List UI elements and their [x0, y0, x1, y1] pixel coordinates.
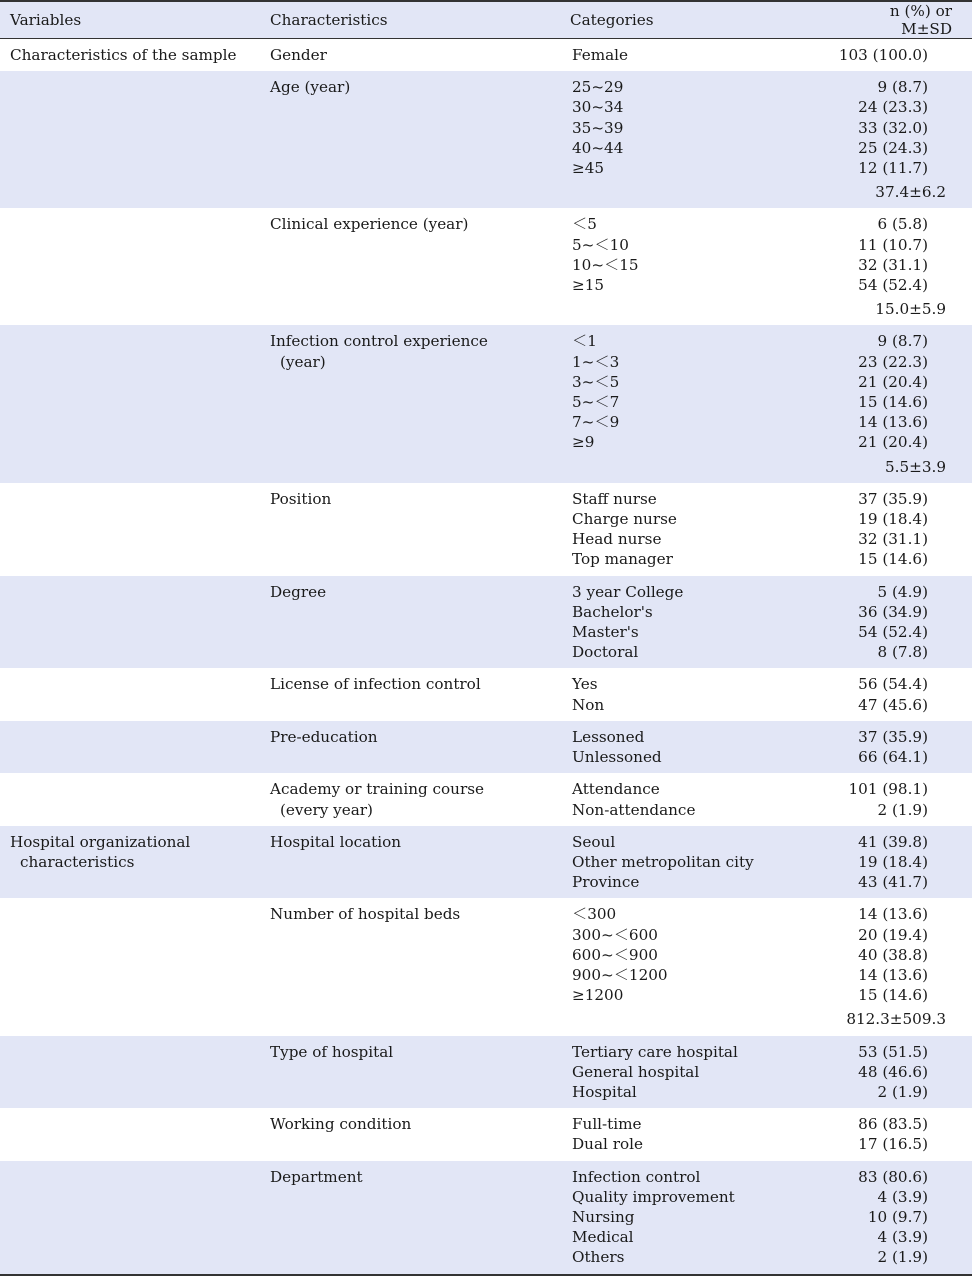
category-label: Infection control — [572, 1167, 701, 1186]
characteristic-cell — [260, 721, 560, 773]
value-text: 5 (4.9) — [877, 582, 928, 601]
value-text: 19 (18.4) — [858, 510, 928, 529]
category-label: 300~＜600 — [572, 925, 658, 944]
value-text: 14 (13.6) — [858, 413, 928, 432]
category-label: 600~＜900 — [572, 945, 658, 964]
value-text: 23 (22.3) — [858, 352, 928, 371]
value-text: 40 (38.8) — [858, 945, 928, 964]
categories-cell — [560, 39, 827, 72]
value-text: 9 (8.7) — [877, 332, 928, 351]
characteristic-cell — [260, 576, 560, 669]
characteristic-label: Hospital location — [270, 832, 402, 851]
category-label: Attendance — [572, 780, 660, 799]
category-label: ＜5 — [572, 215, 597, 234]
value-text: 4 (3.9) — [877, 1228, 928, 1247]
value-text: 14 (13.6) — [858, 965, 928, 984]
category-label: Staff nurse — [572, 489, 657, 508]
cell-content — [10, 826, 260, 878]
cell-content — [10, 773, 260, 785]
cell-content — [10, 39, 260, 71]
table-row — [0, 208, 972, 325]
value-text: 21 (20.4) — [858, 433, 928, 452]
cell-content — [827, 826, 928, 899]
categories-cell — [560, 71, 827, 208]
category-label: Master's — [572, 623, 639, 642]
table-row — [0, 668, 972, 720]
value-text: 32 (31.1) — [858, 255, 928, 274]
cell-content — [827, 1108, 928, 1160]
value-cell — [827, 208, 972, 325]
cell-content — [10, 1161, 260, 1173]
value-text: 86 (83.5) — [858, 1115, 928, 1134]
value-text: 2 (1.9) — [877, 800, 928, 819]
cell-content — [827, 325, 946, 482]
table-row — [0, 898, 972, 1035]
cell-content — [270, 71, 560, 103]
cell-content — [572, 1161, 827, 1274]
cell-content — [270, 483, 560, 515]
variable-cell — [0, 773, 260, 825]
cell-content — [10, 71, 260, 83]
cell-content — [270, 898, 560, 930]
value-cell — [827, 325, 972, 482]
cell-content — [572, 1108, 827, 1160]
characteristic-cell — [260, 208, 560, 325]
characteristic-cell — [260, 898, 560, 1035]
categories-cell — [560, 773, 827, 825]
category-label: Unlessoned — [572, 748, 662, 767]
cell-content — [572, 721, 827, 773]
value-cell — [827, 1108, 972, 1160]
table-row — [0, 1161, 972, 1275]
cell-content — [827, 576, 928, 669]
cell-content — [10, 325, 260, 337]
mean-sd-value: 15.0±5.9 — [875, 300, 946, 319]
category-label: 3 year College — [572, 582, 684, 601]
category-label: Full-time — [572, 1115, 642, 1134]
value-text: 101 (98.1) — [848, 780, 928, 799]
cell-content — [827, 1036, 928, 1109]
value-text: 37 (35.9) — [858, 727, 928, 746]
header-categories: Categories — [560, 1, 827, 39]
category-label: ≥45 — [572, 159, 605, 178]
characteristic-label: (year) — [280, 352, 326, 371]
variable-cell — [0, 325, 260, 482]
variable-cell — [0, 576, 260, 669]
characteristic-cell — [260, 39, 560, 72]
category-label: 7~＜9 — [572, 413, 620, 432]
characteristic-cell — [260, 1161, 560, 1275]
category-label: ≥9 — [572, 433, 595, 452]
characteristic-cell — [260, 71, 560, 208]
category-label: Top manager — [572, 550, 673, 569]
cell-content — [270, 325, 560, 377]
value-text: 2 (1.9) — [877, 1248, 928, 1267]
category-label: Yes — [572, 675, 598, 694]
category-label: Nursing — [572, 1207, 635, 1226]
categories-cell — [560, 1161, 827, 1275]
cell-content — [572, 208, 827, 301]
categories-cell — [560, 325, 827, 482]
table-row — [0, 576, 972, 669]
value-cell — [827, 826, 972, 899]
cell-content — [572, 576, 827, 669]
table-row — [0, 1036, 972, 1109]
value-cell — [827, 1161, 972, 1275]
table-row — [0, 39, 972, 72]
cell-content — [270, 668, 560, 700]
characteristic-cell — [260, 325, 560, 482]
characteristic-label: Degree — [270, 582, 327, 601]
variable-cell — [0, 721, 260, 773]
value-text: 9 (8.7) — [877, 78, 928, 97]
table-row — [0, 1108, 972, 1160]
categories-cell — [560, 898, 827, 1035]
value-cell — [827, 71, 972, 208]
category-label: 10~＜15 — [572, 255, 639, 274]
cell-content — [270, 39, 560, 71]
cell-content — [10, 898, 260, 910]
table-row — [0, 71, 972, 208]
category-label: 900~＜1200 — [572, 965, 668, 984]
cell-content — [572, 39, 827, 71]
value-cell — [827, 39, 972, 72]
characteristic-label: Number of hospital beds — [270, 905, 461, 924]
characteristic-label: Age (year) — [270, 78, 351, 97]
table-row — [0, 773, 972, 825]
variable-cell — [0, 1108, 260, 1160]
value-text: 12 (11.7) — [858, 159, 928, 178]
characteristic-label: Academy or training course — [270, 780, 484, 799]
mean-sd-value: 5.5±3.9 — [884, 457, 946, 476]
table-row — [0, 325, 972, 482]
value-text: 19 (18.4) — [858, 852, 928, 871]
value-text: 6 (5.8) — [877, 215, 928, 234]
cell-content — [572, 773, 827, 825]
cell-content — [270, 1036, 560, 1068]
value-text: 11 (10.7) — [858, 235, 928, 254]
category-label: Quality improvement — [572, 1187, 735, 1206]
category-label: 5~＜10 — [572, 235, 629, 254]
cell-content — [572, 483, 827, 576]
cell-content — [827, 721, 928, 773]
variable-label: Hospital organizational — [10, 832, 191, 851]
variable-label: Characteristics of the sample — [10, 46, 237, 64]
characteristic-label: Position — [270, 489, 332, 508]
cell-content — [10, 576, 260, 588]
cell-content — [270, 721, 560, 753]
table-row — [0, 826, 972, 899]
value-text: 8 (7.8) — [877, 643, 928, 662]
value-text: 25 (24.3) — [858, 138, 928, 157]
variable-cell — [0, 1036, 260, 1109]
categories-cell — [560, 208, 827, 325]
categories-cell — [560, 721, 827, 773]
category-label: Dual role — [572, 1135, 643, 1154]
characteristic-cell — [260, 773, 560, 825]
value-text: 2 (1.9) — [877, 1082, 928, 1101]
variable-cell — [0, 826, 260, 899]
category-label: Non — [572, 695, 605, 714]
cell-content — [572, 826, 827, 899]
category-label: Female — [572, 46, 628, 64]
variable-label: characteristics — [20, 852, 135, 871]
category-label: 30~34 — [572, 98, 624, 117]
variable-cell — [0, 483, 260, 576]
cell-content — [572, 1036, 827, 1109]
characteristic-cell — [260, 826, 560, 899]
value-text: 53 (51.5) — [858, 1042, 928, 1061]
value-text: 32 (31.1) — [858, 530, 928, 549]
characteristic-label: Clinical experience (year) — [270, 215, 469, 234]
categories-cell — [560, 483, 827, 576]
cell-content — [827, 773, 928, 825]
value-cell — [827, 668, 972, 720]
categories-cell — [560, 826, 827, 899]
header-characteristics: Characteristics — [260, 1, 560, 39]
value-text: 66 (64.1) — [858, 748, 928, 767]
category-label: 25~29 — [572, 78, 624, 97]
categories-cell — [560, 1108, 827, 1160]
category-label: Medical — [572, 1228, 634, 1247]
cell-content — [572, 668, 827, 720]
value-cell — [827, 1036, 972, 1109]
category-label: 1~＜3 — [572, 352, 620, 371]
variable-cell — [0, 1161, 260, 1275]
cell-content — [572, 71, 827, 184]
cell-content — [270, 1161, 560, 1193]
mean-sd-value: 812.3±509.3 — [846, 1010, 946, 1029]
category-label: Charge nurse — [572, 510, 677, 529]
value-text: 15 (14.6) — [858, 986, 928, 1005]
cell-content — [827, 1161, 928, 1274]
cell-content — [270, 773, 560, 825]
value-text: 36 (34.9) — [858, 602, 928, 621]
cell-content — [270, 826, 560, 858]
categories-cell — [560, 668, 827, 720]
characteristic-label: Pre-education — [270, 727, 378, 746]
variable-cell — [0, 668, 260, 720]
value-text: 103 (100.0) — [838, 46, 928, 64]
cell-content — [10, 1036, 260, 1048]
cell-content — [572, 898, 827, 1011]
category-label: Others — [572, 1248, 625, 1267]
category-label: ＜1 — [572, 332, 597, 351]
variable-cell — [0, 39, 260, 72]
value-text: 4 (3.9) — [877, 1187, 928, 1206]
cell-content — [827, 668, 928, 720]
category-label: Lessoned — [572, 727, 645, 746]
table-header-row — [0, 1, 972, 39]
table-body — [0, 39, 972, 1275]
category-label: ＜300 — [572, 905, 617, 924]
value-text: 10 (9.7) — [867, 1207, 928, 1226]
characteristic-label: License of infection control — [270, 675, 481, 694]
characteristic-label: (every year) — [280, 800, 373, 819]
category-label: Bachelor's — [572, 602, 653, 621]
characteristic-label: Department — [270, 1167, 363, 1186]
category-label: ≥1200 — [572, 986, 624, 1005]
characteristic-cell — [260, 1108, 560, 1160]
value-text: 43 (41.7) — [858, 873, 928, 892]
value-text: 54 (52.4) — [858, 623, 928, 642]
value-text: 14 (13.6) — [858, 905, 928, 924]
characteristic-label: Working condition — [270, 1115, 412, 1134]
value-cell — [827, 898, 972, 1035]
header-value: n (%) or M±SD — [827, 1, 972, 39]
value-text: 17 (16.5) — [858, 1135, 928, 1154]
category-label: Seoul — [572, 832, 616, 851]
characteristic-label: Type of hospital — [270, 1042, 394, 1061]
value-text: 37 (35.9) — [858, 489, 928, 508]
cell-content — [572, 325, 827, 458]
variable-cell — [0, 71, 260, 208]
category-label: 40~44 — [572, 138, 624, 157]
table-row — [0, 721, 972, 773]
category-label: Hospital — [572, 1082, 637, 1101]
characteristic-label: Gender — [270, 46, 327, 64]
category-label: Head nurse — [572, 530, 662, 549]
category-label: 35~39 — [572, 118, 624, 137]
value-text: 15 (14.6) — [858, 550, 928, 569]
cell-content — [827, 39, 928, 71]
category-label: Other metropolitan city — [572, 852, 754, 871]
cell-content — [10, 721, 260, 733]
value-text: 48 (46.6) — [858, 1062, 928, 1081]
category-label: General hospital — [572, 1062, 700, 1081]
value-text: 41 (39.8) — [858, 832, 928, 851]
value-text: 24 (23.3) — [858, 98, 928, 117]
variable-cell — [0, 208, 260, 325]
cell-content — [270, 208, 560, 240]
category-label: 3~＜5 — [572, 372, 620, 391]
table-row — [0, 483, 972, 576]
characteristic-cell — [260, 1036, 560, 1109]
value-text: 20 (19.4) — [858, 925, 928, 944]
categories-cell — [560, 1036, 827, 1109]
cell-content — [270, 576, 560, 608]
category-label: Non-attendance — [572, 800, 696, 819]
cell-content — [10, 668, 260, 680]
category-label: Tertiary care hospital — [572, 1042, 738, 1061]
category-label: ≥15 — [572, 276, 605, 295]
value-text: 54 (52.4) — [858, 276, 928, 295]
cell-content — [10, 208, 260, 220]
value-cell — [827, 483, 972, 576]
cell-content — [270, 1108, 560, 1140]
cell-content — [10, 483, 260, 495]
cell-content — [827, 208, 946, 325]
category-label: Province — [572, 873, 640, 892]
categories-cell — [560, 576, 827, 669]
value-cell — [827, 721, 972, 773]
category-label: Doctoral — [572, 643, 639, 662]
characteristic-label: Infection control experience — [270, 332, 488, 351]
value-text: 83 (80.6) — [858, 1167, 928, 1186]
characteristic-cell — [260, 483, 560, 576]
mean-sd-value: 37.4±6.2 — [875, 183, 946, 202]
cell-content — [827, 71, 946, 208]
cell-content — [10, 1108, 260, 1120]
cell-content — [827, 898, 946, 1035]
category-label: 5~＜7 — [572, 393, 620, 412]
value-cell — [827, 773, 972, 825]
value-text: 15 (14.6) — [858, 393, 928, 412]
value-text: 47 (45.6) — [858, 695, 928, 714]
value-text: 56 (54.4) — [858, 675, 928, 694]
value-text: 33 (32.0) — [858, 118, 928, 137]
header-variables: Variables — [0, 1, 260, 39]
value-cell — [827, 576, 972, 669]
value-text: 21 (20.4) — [858, 372, 928, 391]
characteristic-cell — [260, 668, 560, 720]
cell-content — [827, 483, 928, 576]
variable-cell — [0, 898, 260, 1035]
